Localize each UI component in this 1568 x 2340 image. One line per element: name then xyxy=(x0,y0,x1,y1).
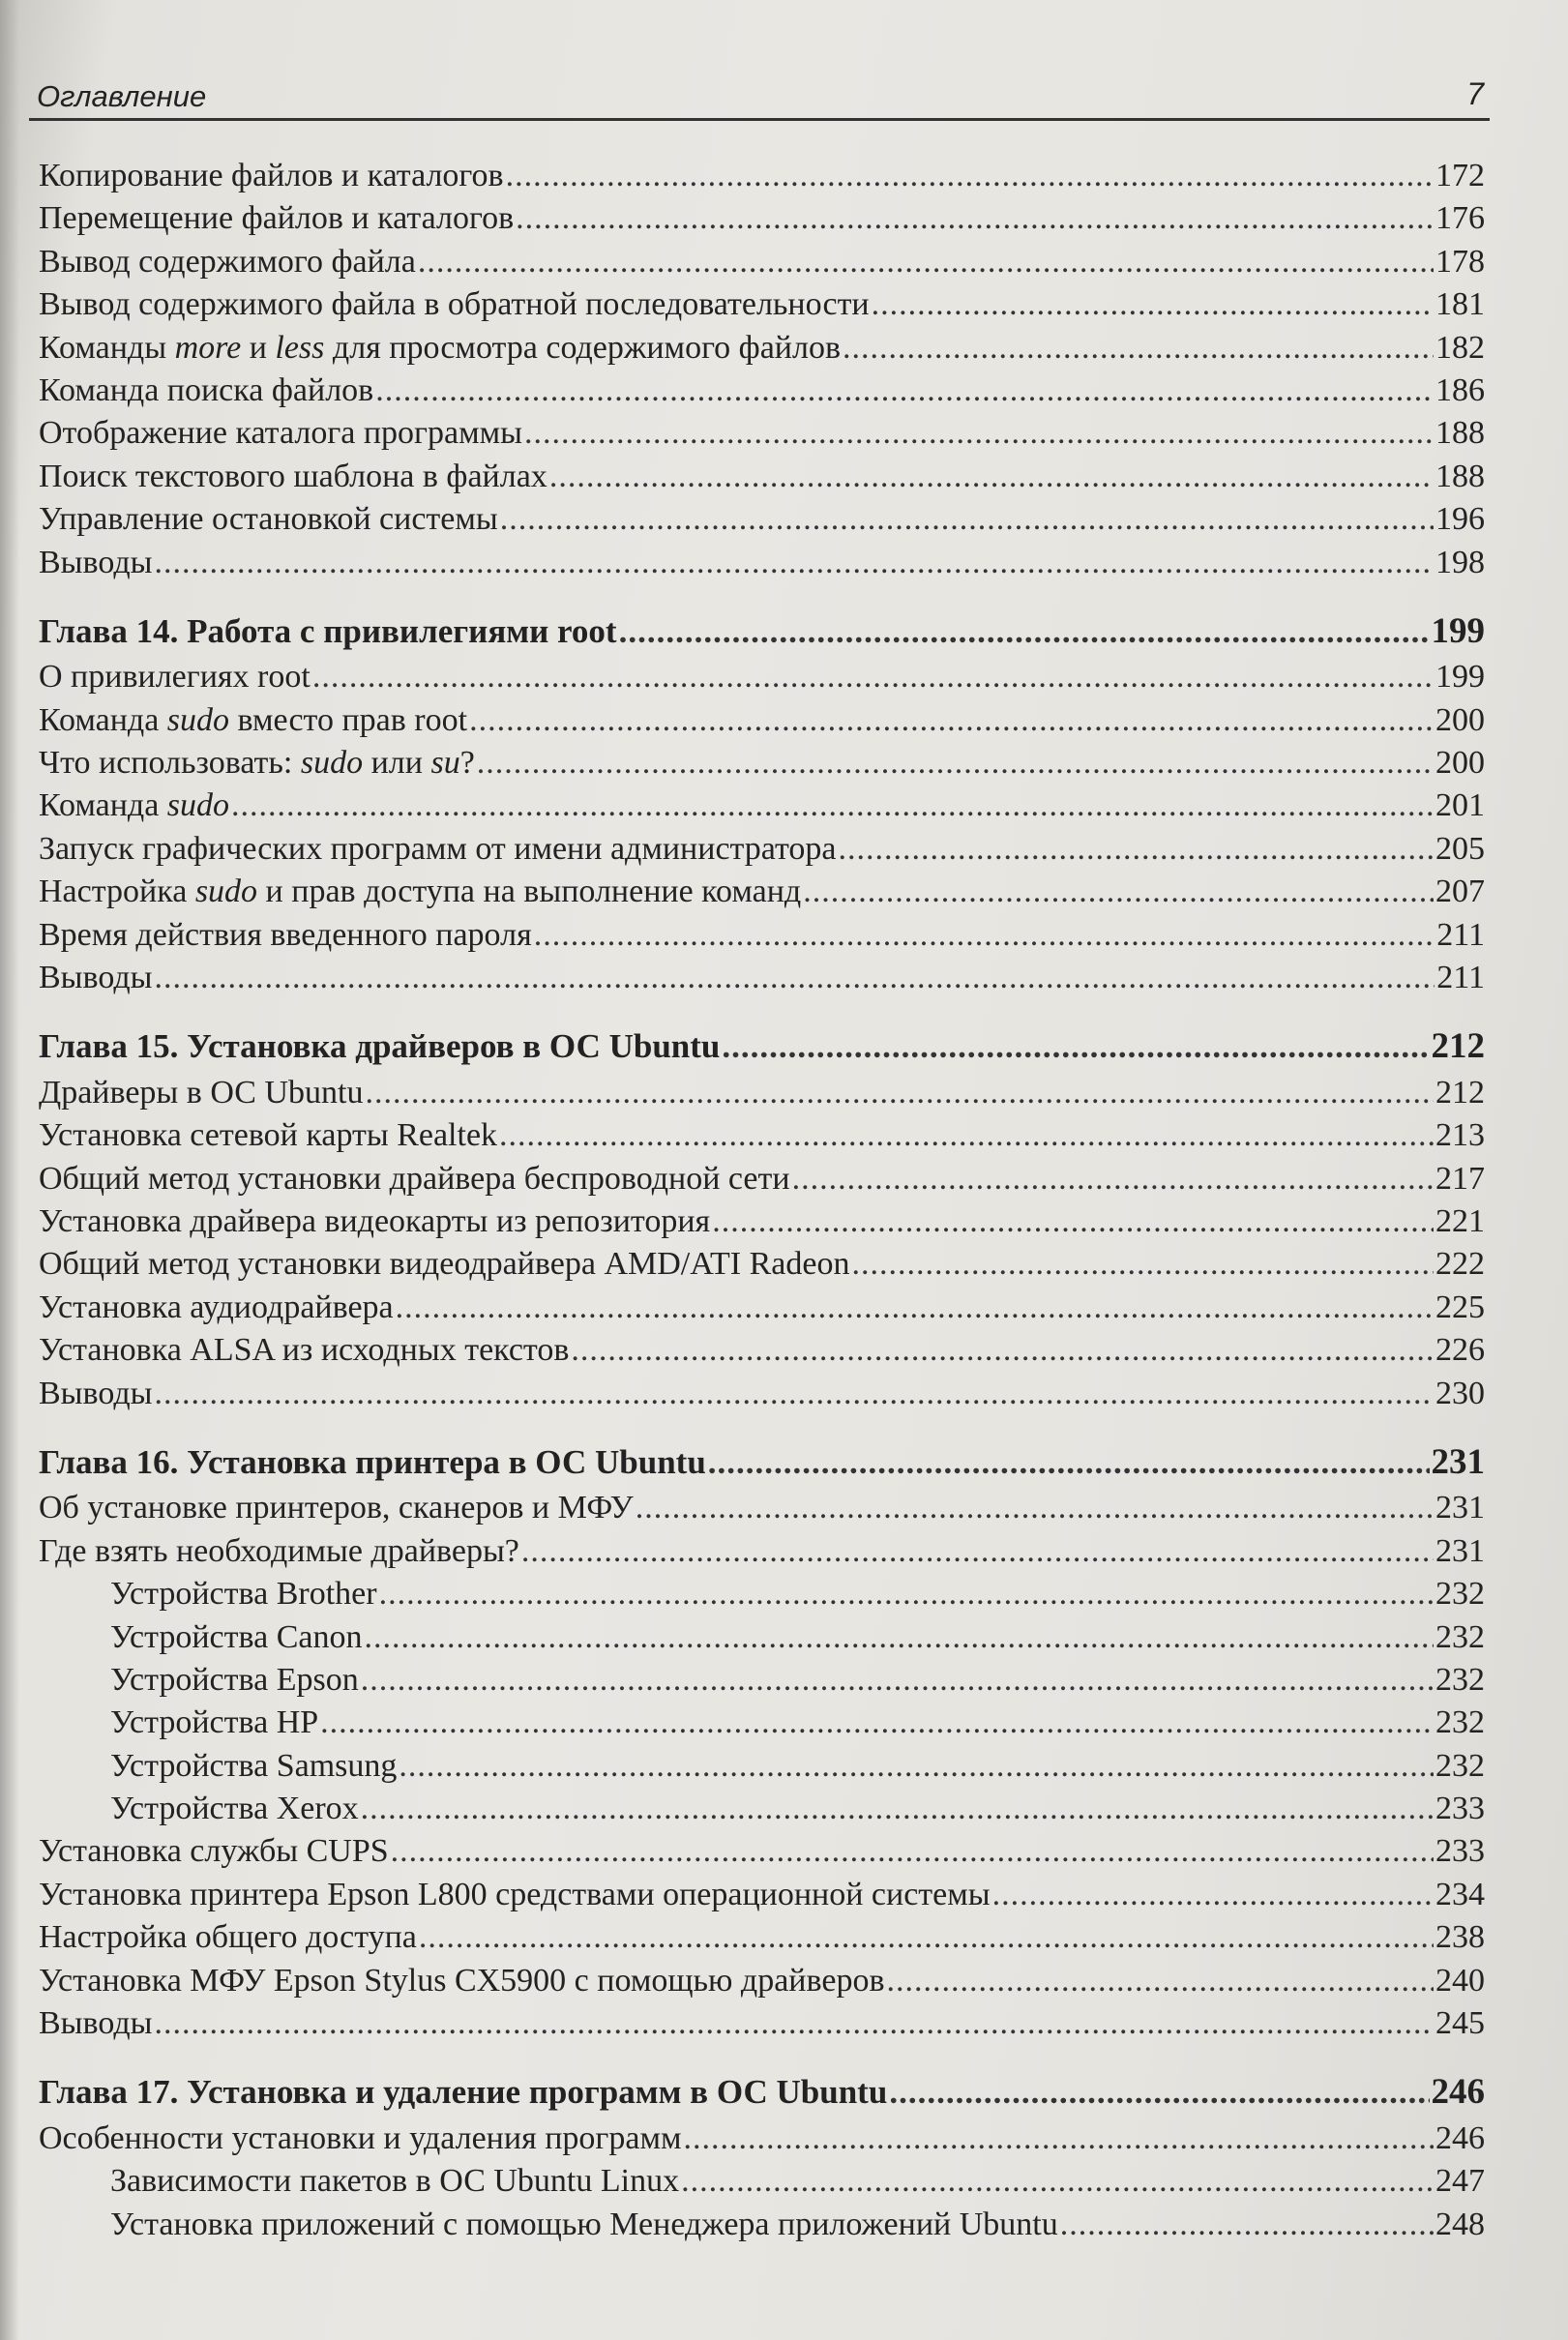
toc-entry xyxy=(39,1830,1485,1873)
toc-entry-title: Устройства Samsung xyxy=(110,1747,398,1784)
toc-entry-title: Установка ALSA из исходных текстов xyxy=(39,1332,570,1369)
toc-entry-title: Копирование файлов и каталогов xyxy=(39,158,504,193)
toc-entry-title: Управление остановкой системы xyxy=(39,501,498,538)
toc-text: вместо прав root xyxy=(229,701,468,738)
toc-entry-page: 186 xyxy=(1435,371,1485,408)
leader-dots xyxy=(516,197,1434,240)
toc-entry-title: Установка драйвера видеокарты из репозитория xyxy=(39,1202,711,1239)
toc-entry xyxy=(39,1916,1485,1959)
toc-entry xyxy=(39,456,1485,498)
leader-dots xyxy=(872,283,1434,326)
leader-dots xyxy=(361,1659,1434,1702)
toc-entry-title xyxy=(39,871,801,913)
toc-entry-title: Вывод содержимого файла xyxy=(39,243,416,280)
leader-dots xyxy=(681,2160,1434,2203)
toc-entry-title: Зависимости пакетов в ОС Ubuntu Linux xyxy=(110,2163,680,2200)
toc-text-italic: sudo xyxy=(194,874,258,910)
toc-entry-title: Отображение каталога программы xyxy=(39,415,522,452)
toc-entry xyxy=(39,2118,1485,2160)
toc-entry xyxy=(39,1158,1485,1200)
toc-entry-page: 211 xyxy=(1436,960,1485,996)
leader-dots xyxy=(375,370,1434,412)
leader-dots xyxy=(524,412,1434,455)
toc-entry-title: Об установке принтеров, сканеров и МФУ xyxy=(39,1490,634,1526)
leader-dots xyxy=(500,498,1434,541)
leader-dots xyxy=(619,610,1430,653)
running-header xyxy=(29,68,1490,121)
toc-entry-page: 200 xyxy=(1435,745,1485,782)
toc-entry xyxy=(39,957,1485,999)
chapter-heading xyxy=(39,1441,1485,1484)
toc-entry xyxy=(39,871,1485,913)
toc-entry xyxy=(39,656,1485,698)
toc-entry-title: Время действия введенного пароля xyxy=(39,916,532,953)
leader-dots xyxy=(521,1530,1434,1573)
toc-entry-page: 231 xyxy=(1435,1490,1485,1526)
table-of-contents xyxy=(39,155,1485,2246)
leader-dots xyxy=(320,1702,1434,1744)
toc-entry-page: 233 xyxy=(1435,1791,1485,1827)
toc-entry-title: Установка службы CUPS xyxy=(39,1833,389,1870)
toc-entry-title: Устройства Canon xyxy=(110,1618,363,1655)
toc-entry-page: 176 xyxy=(1435,200,1485,237)
toc-entry-title: Общий метод установки драйвера беспроводной сети xyxy=(39,1160,790,1197)
toc-entry-title: Где взять необходимые драйверы? xyxy=(39,1532,519,1569)
toc-entry-page: 245 xyxy=(1435,2005,1485,2042)
toc-text-italic: less xyxy=(275,329,325,366)
toc-entry-page: 182 xyxy=(1435,329,1485,366)
toc-entry xyxy=(39,412,1485,455)
toc-entry-page: 226 xyxy=(1435,1332,1485,1369)
toc-entry-title: О привилегиях root xyxy=(39,659,311,696)
toc-entry xyxy=(39,914,1485,957)
toc-entry-page: 248 xyxy=(1435,2206,1485,2242)
toc-text: Команда xyxy=(39,701,167,738)
toc-subentry xyxy=(39,1788,1485,1830)
toc-entry-page: 231 xyxy=(1435,1532,1485,1569)
leader-dots xyxy=(549,456,1434,498)
toc-entry-page: 181 xyxy=(1435,286,1485,323)
toc-entry xyxy=(39,1874,1485,1916)
toc-text: Что использовать: xyxy=(39,745,301,782)
toc-entry-page: 240 xyxy=(1435,1962,1485,1999)
toc-text: Настройка xyxy=(39,874,195,910)
toc-entry xyxy=(39,742,1485,785)
toc-entry xyxy=(39,1200,1485,1243)
leader-dots xyxy=(843,327,1434,370)
toc-entry-page: 232 xyxy=(1435,1576,1485,1613)
leader-dots xyxy=(722,1025,1429,1068)
toc-entry-page: 233 xyxy=(1435,1833,1485,1870)
toc-entry-page: 234 xyxy=(1435,1876,1485,1912)
toc-entry xyxy=(39,1530,1485,1573)
toc-entry xyxy=(39,155,1485,197)
toc-entry xyxy=(39,498,1485,541)
leader-dots xyxy=(469,699,1434,742)
toc-text-italic: more xyxy=(174,329,242,366)
toc-entry-page: 172 xyxy=(1435,158,1485,193)
toc-subentry xyxy=(39,2160,1485,2203)
chapter-page: 199 xyxy=(1431,610,1485,651)
toc-subentry xyxy=(39,1616,1485,1659)
toc-entry-page: 221 xyxy=(1435,1202,1485,1239)
toc-entry-page: 232 xyxy=(1435,1704,1485,1741)
toc-entry xyxy=(39,197,1485,240)
toc-entry xyxy=(39,828,1485,871)
leader-dots xyxy=(992,1874,1434,1916)
toc-entry-title: Поиск текстового шаблона в файлах xyxy=(39,458,547,494)
leader-dots xyxy=(803,871,1434,913)
toc-text: Команда xyxy=(39,787,167,824)
toc-subentry xyxy=(39,1745,1485,1788)
toc-entry-title: Вывод содержимого файла в обратной последовательности xyxy=(39,286,870,323)
chapter-title: Глава 14. Работа с привилегиями root xyxy=(39,611,617,650)
toc-entry-title: Выводы xyxy=(39,544,153,580)
toc-entry-page: 196 xyxy=(1435,501,1485,538)
toc-entry-page: 188 xyxy=(1435,415,1485,452)
toc-entry-page: 232 xyxy=(1435,1618,1485,1655)
toc-entry xyxy=(39,1329,1485,1372)
leader-dots xyxy=(571,1329,1434,1372)
toc-entry-title: Установка приложений с помощью Менеджера приложений Ubuntu xyxy=(110,2206,1058,2242)
leader-dots xyxy=(155,957,1435,999)
toc-entry xyxy=(39,1287,1485,1329)
toc-entry xyxy=(39,1373,1485,1415)
toc-text-italic: su xyxy=(430,745,460,782)
toc-entry-title: Устройства HP xyxy=(110,1704,319,1741)
leader-dots xyxy=(418,241,1434,283)
leader-dots xyxy=(391,1830,1434,1873)
leader-dots xyxy=(534,914,1435,957)
leader-dots xyxy=(889,2071,1429,2114)
leader-dots xyxy=(851,1243,1434,1286)
toc-entry xyxy=(39,327,1485,370)
toc-entry-title: Команда поиска файлов xyxy=(39,371,374,408)
page-spine-shadow xyxy=(0,0,19,2340)
chapter-page: 231 xyxy=(1431,1441,1485,1482)
toc-entry-page: 225 xyxy=(1435,1288,1485,1325)
leader-dots xyxy=(792,1158,1434,1200)
toc-entry-page: 200 xyxy=(1435,701,1485,738)
toc-entry-page: 246 xyxy=(1435,2119,1485,2156)
toc-entry-page: 199 xyxy=(1435,659,1485,696)
leader-dots xyxy=(712,1200,1434,1243)
toc-subentry xyxy=(39,2204,1485,2246)
toc-entry xyxy=(39,283,1485,326)
leader-dots xyxy=(887,1960,1434,2002)
toc-entry-title: Установка принтера Epson L800 средствами операционной системы xyxy=(39,1876,991,1912)
chapter-title: Глава 17. Установка и удаление программ в ОС Ubuntu xyxy=(39,2073,888,2112)
toc-text: и xyxy=(241,329,276,366)
chapter-title: Глава 16. Установка принтера в ОС Ubuntu xyxy=(39,1442,706,1481)
toc-entry xyxy=(39,699,1485,742)
toc-entry-title: Перемещение файлов и каталогов xyxy=(39,200,515,237)
chapter-heading xyxy=(39,610,1485,653)
leader-dots xyxy=(636,1487,1434,1529)
toc-entry-title: Устройства Epson xyxy=(110,1661,359,1698)
leader-dots xyxy=(155,2002,1434,2045)
toc-entry xyxy=(39,1960,1485,2002)
toc-entry-page: 213 xyxy=(1435,1117,1485,1154)
toc-entry-page: 188 xyxy=(1435,458,1485,494)
toc-entry xyxy=(39,1114,1485,1157)
chapter-title: Глава 15. Установка драйверов в ОС Ubuntu xyxy=(39,1027,721,1066)
chapter-heading xyxy=(39,1025,1485,1068)
toc-entry xyxy=(39,1072,1485,1114)
toc-entry-page: 201 xyxy=(1435,787,1485,824)
toc-entry-page: 230 xyxy=(1435,1375,1485,1411)
chapter-heading xyxy=(39,2071,1485,2114)
leader-dots xyxy=(396,1287,1434,1329)
toc-entry-page: 217 xyxy=(1435,1160,1485,1197)
toc-entry-page: 178 xyxy=(1435,243,1485,280)
leader-dots xyxy=(399,1745,1434,1788)
leader-dots xyxy=(506,155,1434,197)
toc-text: Команды xyxy=(39,329,175,366)
toc-entry-page: 238 xyxy=(1435,1919,1485,1956)
leader-dots xyxy=(155,1373,1434,1415)
leader-dots xyxy=(477,742,1434,785)
toc-subentry xyxy=(39,1702,1485,1744)
toc-subentry xyxy=(39,1573,1485,1615)
toc-entry xyxy=(39,2002,1485,2045)
toc-entry-page: 232 xyxy=(1435,1661,1485,1698)
toc-entry xyxy=(39,370,1485,412)
leader-dots xyxy=(419,1916,1434,1959)
toc-entry-title xyxy=(39,699,467,742)
toc-entry-page: 222 xyxy=(1435,1246,1485,1283)
leader-dots xyxy=(155,542,1434,584)
toc-entry-page: 211 xyxy=(1436,916,1485,953)
toc-entry-title: Выводы xyxy=(39,2005,153,2042)
chapter-page: 246 xyxy=(1431,2072,1485,2113)
toc-text-italic: sudo xyxy=(166,701,230,738)
toc-entry-title: Особенности установки и удаления программ xyxy=(39,2119,682,2156)
toc-entry-title: Установка МФУ Epson Stylus CX5900 с помощью драйверов xyxy=(39,1962,885,1999)
leader-dots xyxy=(683,2118,1434,2160)
toc-entry-page: 207 xyxy=(1435,874,1485,910)
chapter-page: 212 xyxy=(1431,1026,1485,1067)
toc-text-italic: sudo xyxy=(166,787,230,824)
toc-entry-title: Установка сетевой карты Realtek xyxy=(39,1117,498,1154)
toc-entry-page: 205 xyxy=(1435,830,1485,867)
toc-entry-title xyxy=(39,742,475,785)
leader-dots xyxy=(499,1114,1434,1157)
toc-entry-title: Драйверы в ОС Ubuntu xyxy=(39,1074,364,1111)
toc-entry xyxy=(39,785,1485,827)
toc-entry-title: Настройка общего доступа xyxy=(39,1919,417,1956)
toc-entry-title xyxy=(39,785,229,827)
toc-text: ? xyxy=(459,745,475,782)
toc-entry-title xyxy=(39,327,841,370)
leader-dots xyxy=(379,1573,1434,1615)
page-number: 7 xyxy=(1466,76,1484,111)
toc-entry-title: Установка аудиодрайвера xyxy=(39,1288,394,1325)
toc-entry xyxy=(39,241,1485,283)
toc-text: для просмотра содержимого файлов xyxy=(324,329,841,366)
toc-text: и прав доступа на выполнение команд xyxy=(257,874,802,910)
leader-dots xyxy=(839,828,1434,871)
leader-dots xyxy=(364,1616,1434,1659)
toc-text-italic: sudo xyxy=(300,745,364,782)
leader-dots xyxy=(1060,2204,1434,2246)
toc-entry-page: 247 xyxy=(1435,2163,1485,2200)
toc-entry-page: 198 xyxy=(1435,544,1485,580)
toc-entry xyxy=(39,1243,1485,1286)
toc-text: или xyxy=(363,745,431,782)
toc-entry-title: Общий метод установки видеодрайвера AMD/ATI Radeon xyxy=(39,1246,850,1283)
toc-entry-page: 212 xyxy=(1435,1074,1485,1111)
leader-dots xyxy=(708,1441,1430,1484)
toc-entry-title: Выводы xyxy=(39,960,153,996)
toc-entry-title: Устройства Xerox xyxy=(110,1791,359,1827)
leader-dots xyxy=(365,1072,1434,1114)
toc-entry-title: Выводы xyxy=(39,1375,153,1411)
leader-dots xyxy=(361,1788,1434,1830)
toc-entry xyxy=(39,1487,1485,1529)
leader-dots xyxy=(312,656,1434,698)
toc-entry-title: Запуск графических программ от имени администратора xyxy=(39,830,837,867)
toc-entry xyxy=(39,542,1485,584)
leader-dots xyxy=(231,785,1434,827)
toc-entry-page: 232 xyxy=(1435,1747,1485,1784)
toc-subentry xyxy=(39,1659,1485,1702)
running-header-title: Оглавление xyxy=(37,79,207,113)
toc-entry-title: Устройства Brother xyxy=(110,1576,377,1613)
